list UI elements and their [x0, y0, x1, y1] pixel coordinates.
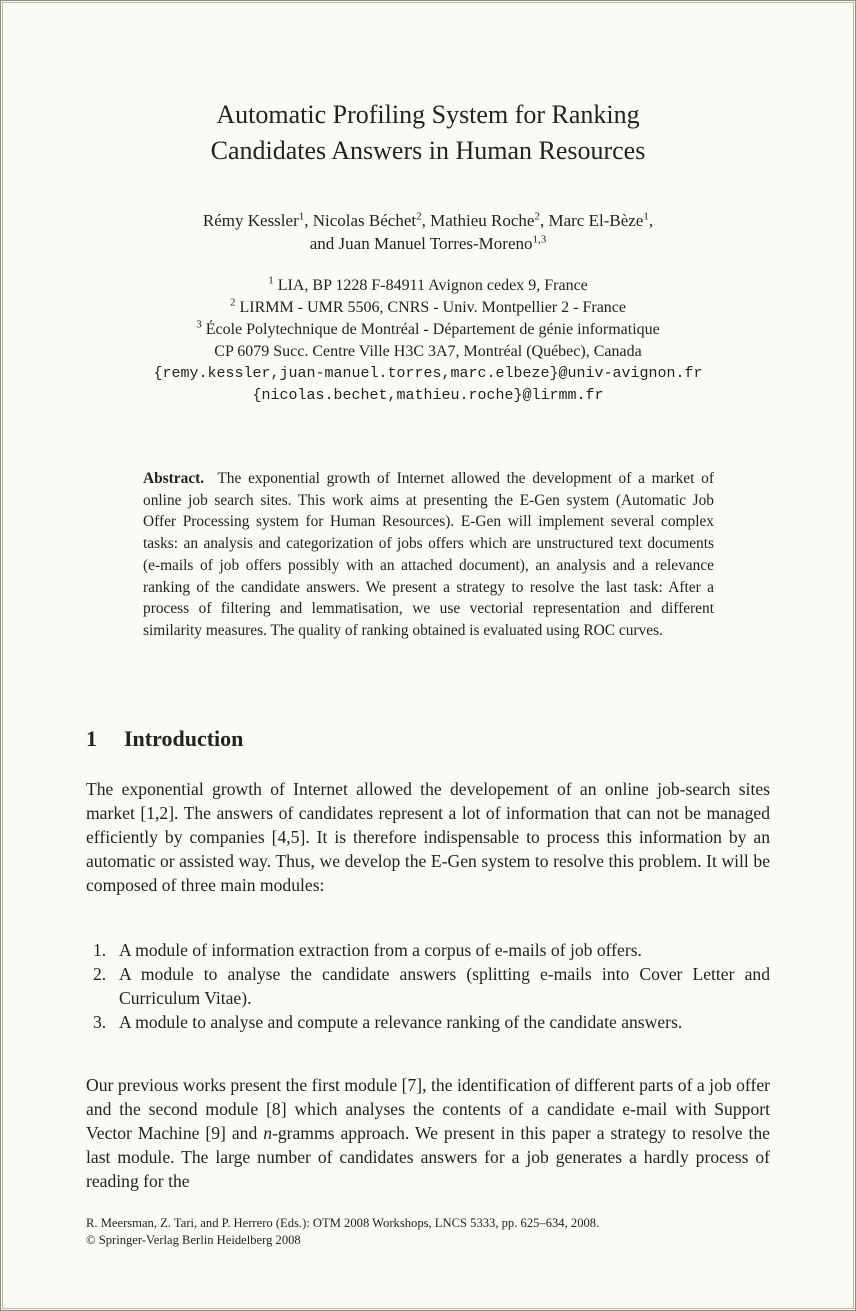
author-name: Juan Manuel Torres-Moreno	[338, 234, 533, 253]
section-number: 1	[86, 726, 97, 751]
list-text: A module to analyse the candidate answers (splitting e-mails into Cover Letter and Curriculum Vitae).	[119, 964, 770, 1009]
affiliation-line	[86, 297, 770, 319]
page-footer	[86, 1215, 770, 1249]
author-separator: ,	[421, 211, 431, 230]
email-line: {nicolas.bechet,mathieu.roche}@lirmm.fr	[252, 387, 604, 404]
author-affil-mark: 1	[298, 210, 305, 223]
author-name: Marc El-Bèze	[548, 211, 644, 230]
list-item	[86, 938, 770, 962]
abstract	[143, 468, 714, 642]
abstract-text: The exponential growth of Internet allowed the development of a market of online job search sites. This work aims at presenting the E-Gen system (Automatic Job Offer Processing system for Human Resources). E-Gen will implement several complex tasks: an analysis and categorization of jobs offers which are unstructured text documents (e-mails of job offers possibly with an attached document), an analysis and a relevance ranking of the candidate answers. We present a strategy to resolve the last task: After a process of filtering and lemmatisation, we use vectorial representation and different similarity measures. The quality of ranking obtained is evaluated using ROC curves.	[143, 470, 714, 639]
author-conjunction: and	[309, 234, 339, 253]
author-affil-mark: 2	[534, 210, 540, 223]
list-item	[86, 962, 770, 1010]
author-name: Rémy Kessler	[202, 211, 299, 230]
email-line: {remy.kessler,juan-manuel.torres,marc.elbeze}@univ-avignon.fr	[153, 365, 703, 382]
author-affil-mark: 1,3	[532, 233, 547, 246]
author-line-2	[86, 232, 770, 255]
affiliations	[86, 275, 770, 407]
section-title: Introduction	[124, 726, 244, 751]
affiliation-line	[86, 341, 770, 363]
author-affil-mark: 1	[643, 210, 649, 223]
section-heading	[86, 726, 770, 752]
affiliation-text: LIA, BP 1228 F-84911 Avignon cedex 9, France	[273, 277, 588, 294]
list-text: A module to analyse and compute a relevance ranking of the candidate answers.	[119, 1012, 683, 1033]
title-line: Candidates Answers in Human Resources	[210, 136, 646, 165]
copyright-line: © Springer-Verlag Berlin Heidelberg 2008	[86, 1233, 301, 1247]
affiliation-mark: 2	[230, 296, 236, 309]
list-item	[86, 1010, 770, 1034]
list-text: A module of information extraction from a corpus of e-mails of job offers.	[119, 940, 642, 960]
author-separator: ,	[648, 211, 654, 230]
affiliation-mark: 3	[196, 318, 202, 331]
affiliation-line	[86, 275, 770, 297]
paragraph-text: -gramms approach. We present in this paper a strategy to resolve the last module. The large number of candidates answers for a job generates a hardly process of reading for the	[86, 1123, 770, 1192]
affiliation-mark: 1	[268, 274, 274, 287]
author-line-1	[86, 209, 770, 232]
paragraph-italic: n	[263, 1123, 272, 1144]
author-separator: ,	[539, 211, 549, 230]
list-number: 1.	[93, 940, 107, 960]
paper-title	[86, 97, 770, 169]
author-affil-mark: 2	[416, 210, 422, 223]
affiliation-text: CP 6079 Succ. Centre Ville H3C 3A7, Montréal (Québec), Canada	[214, 343, 642, 360]
author-list	[86, 209, 770, 255]
paragraph-text: Our previous works present the first module [7], the identification of different parts of a job offer and the second module [8] which analyses the contents of a candidate e-mail with Support Vector Machine [9] and	[86, 1075, 770, 1144]
abstract-label: Abstract.	[143, 470, 205, 487]
body-paragraph: The exponential growth of Internet allowed the developement of an online job-search sites market [1,2]. The answers of candidates represent a lot of information that can not be managed efficiently by companies [4,5]. It is therefore indispensable to process this information by an automatic or assisted way. Thus, we develop the E-Gen system to resolve this problem. It will be composed of three main modules:	[86, 779, 770, 896]
citation-line: R. Meersman, Z. Tari, and P. Herrero (Eds.): OTM 2008 Workshops, LNCS 5333, pp. 625–634, 2008.	[86, 1216, 600, 1230]
affiliation-text: LIRMM - UMR 5506, CNRS - Univ. Montpellier 2 - France	[235, 299, 626, 316]
module-list	[86, 938, 770, 1034]
body-paragraph	[86, 1073, 770, 1193]
author-separator: ,	[304, 211, 313, 230]
author-name: Nicolas Béchet	[312, 211, 417, 230]
list-number: 2.	[93, 964, 107, 985]
author-name: Mathieu Roche	[430, 211, 535, 230]
list-number: 3.	[93, 1012, 107, 1033]
affiliation-line	[86, 319, 770, 341]
affiliation-text: École Polytechnique de Montréal - Département de génie informatique	[201, 321, 660, 338]
title-line: Automatic Profiling System for Ranking	[216, 100, 640, 129]
